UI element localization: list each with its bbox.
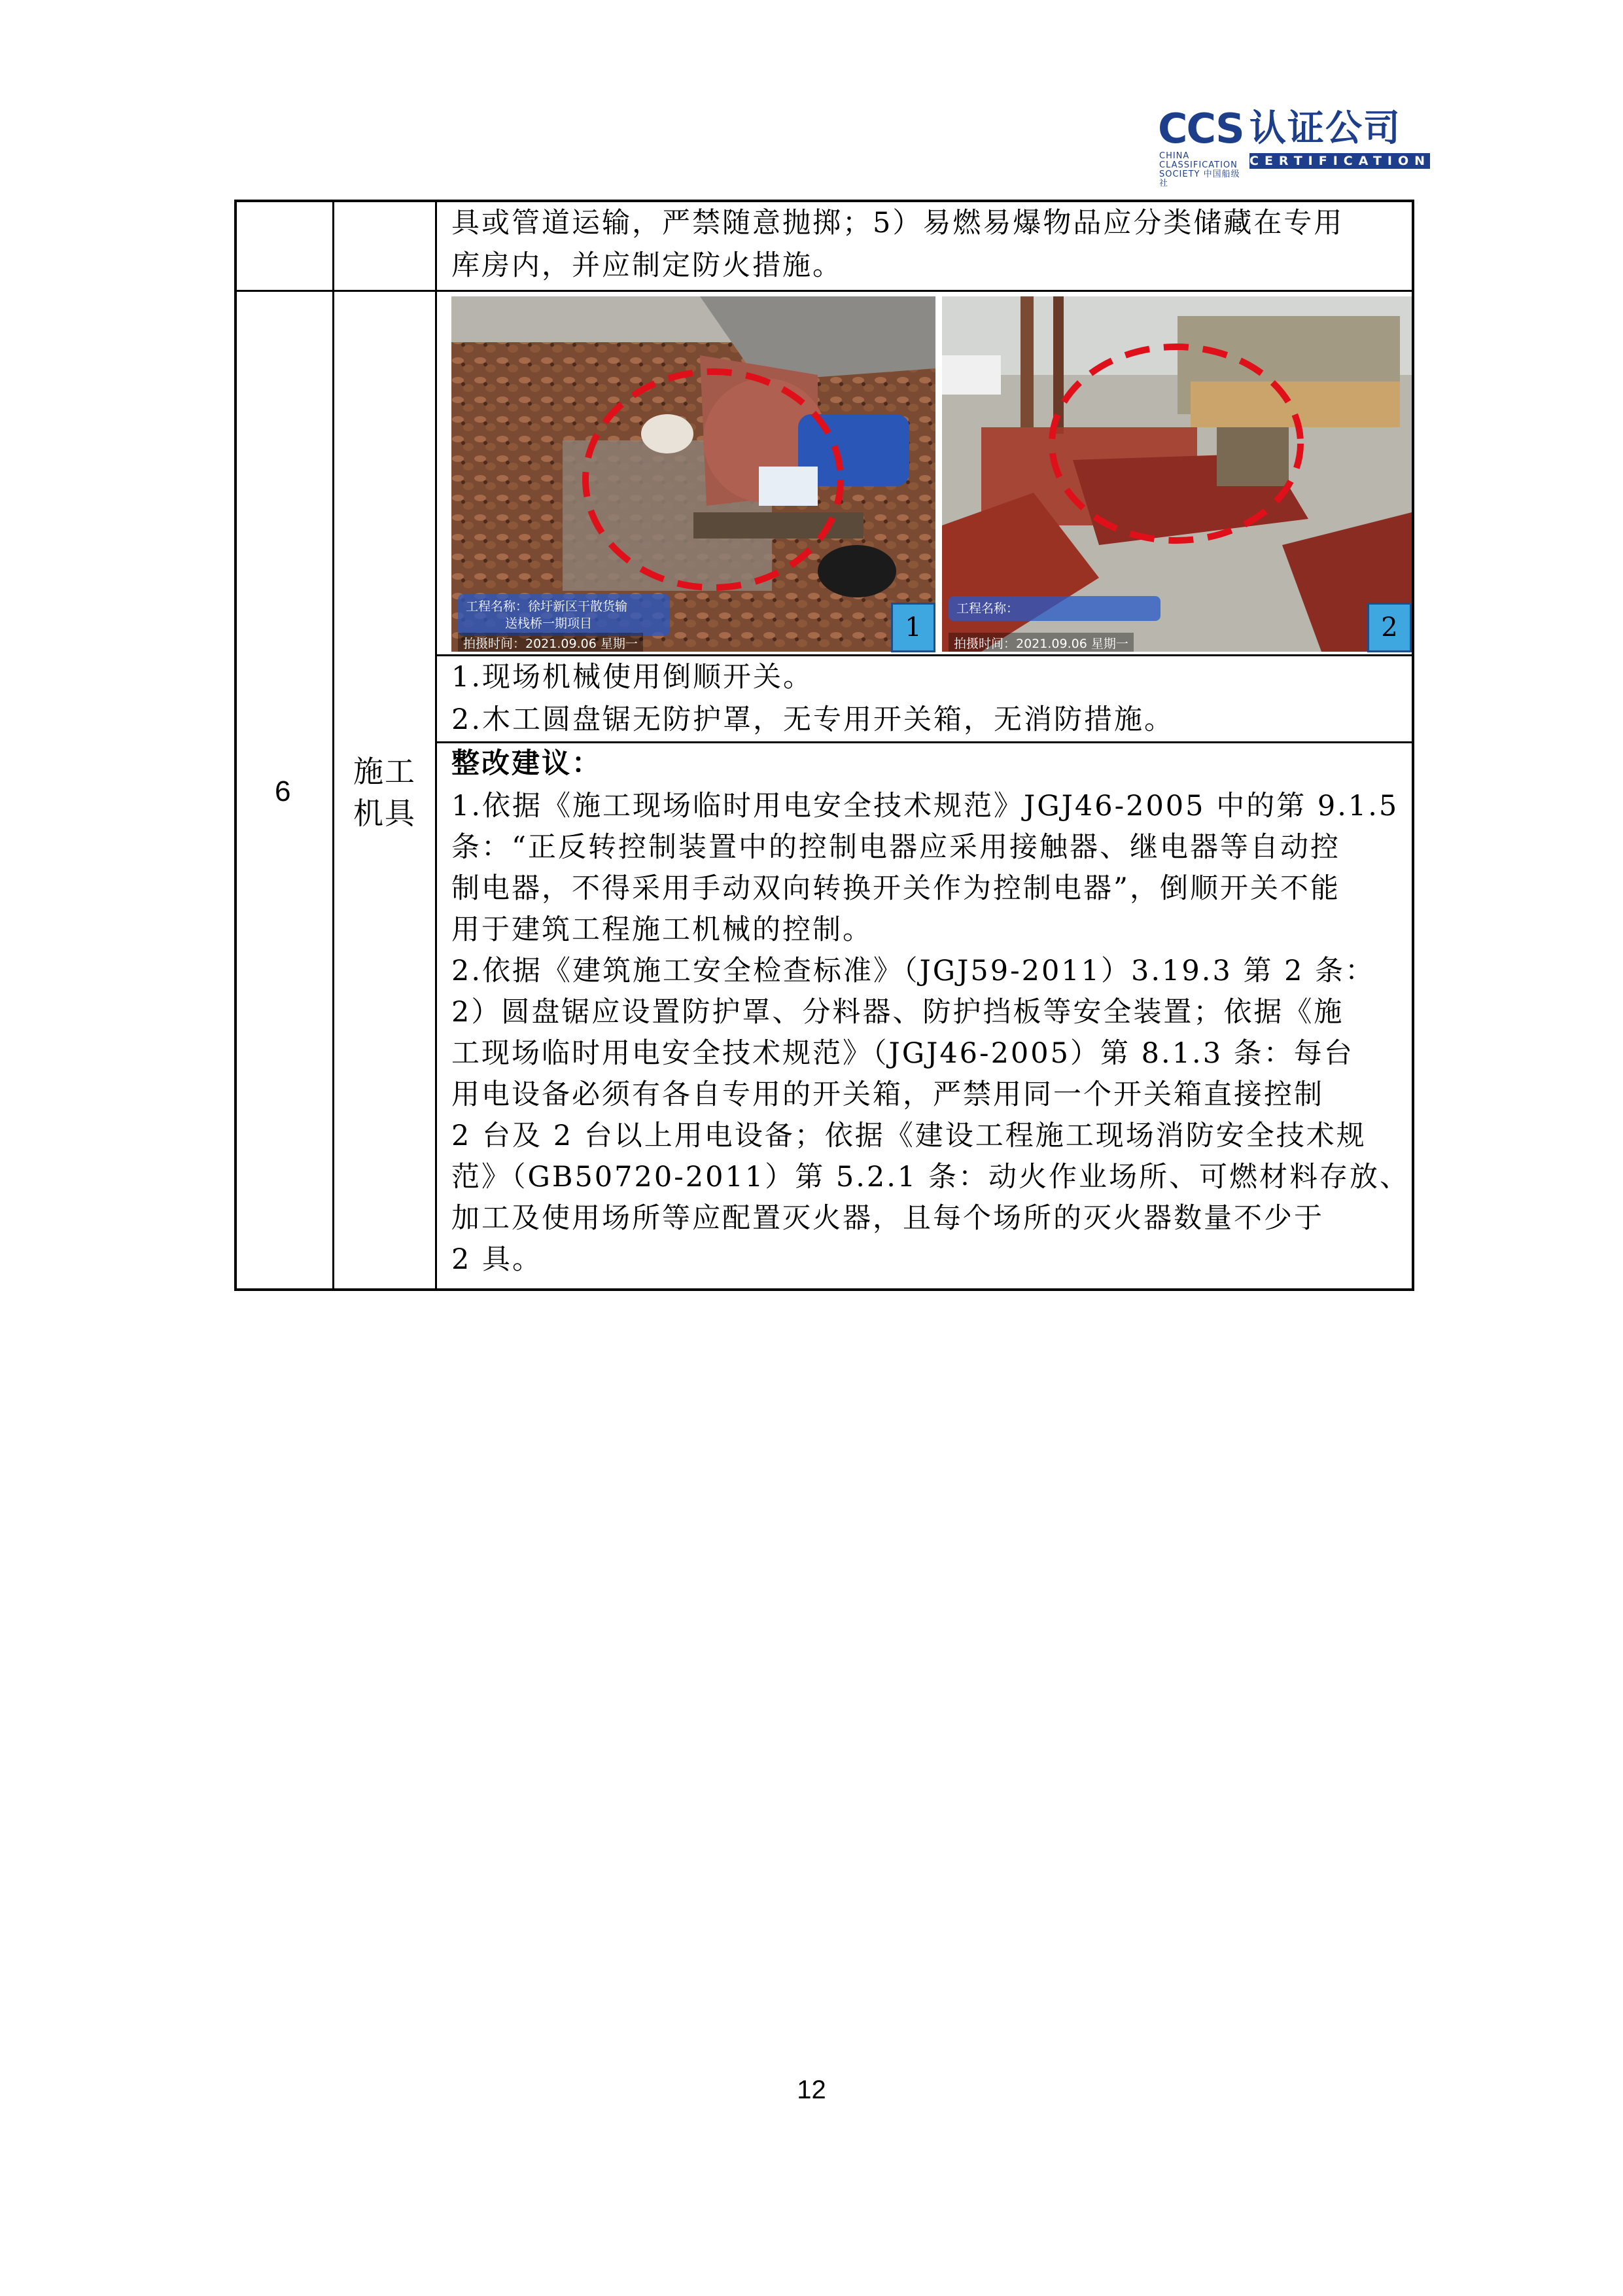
category-line-1: 施工 [353, 754, 416, 789]
issue-line-1: 1.现场机械使用倒顺开关。 [451, 661, 814, 694]
suggestion-line-6: 2）圆盘锯应设置防护罩、分料器、防护挡板等安全装置；依据《施 [451, 996, 1344, 1029]
photo-1-timestamp: 拍摄时间：2021.09.06 星期一 [458, 633, 643, 652]
suggestion-line-3: 制电器，不得采用手动双向转换开关作为控制电器”，倒顺开关不能 [451, 872, 1340, 905]
top-row-line-2: 库房内，并应制定防火措施。 [451, 249, 843, 282]
page-number: 12 [797, 2075, 826, 2104]
logo-cn-text: 认证公司 [1249, 107, 1401, 150]
logo-certification-bar: CERTIFICATION [1249, 154, 1431, 168]
site-photo-2 [942, 296, 1412, 652]
row-number: 6 [275, 775, 291, 807]
photo-2-watermark [949, 596, 1161, 621]
col-divider-2 [435, 200, 437, 1291]
site-photo-1 [451, 296, 935, 652]
suggestion-line-4: 用于建筑工程施工机械的控制。 [451, 913, 873, 946]
photo-2-timestamp: 拍摄时间：2021.09.06 星期一 [949, 633, 1134, 652]
category-line-2: 机具 [353, 796, 416, 831]
suggestion-line-12: 2 具。 [451, 1243, 543, 1276]
photo-1-watermark [458, 594, 670, 636]
photo-1-label: 1 [891, 603, 935, 652]
table-border-bottom [234, 1288, 1414, 1291]
suggestion-line-10: 范》（GB50720-2011）第 5.2.1 条：动火作业场所、可燃材料存放、 [451, 1161, 1410, 1193]
issue-line-2: 2.木工圆盘锯无防护罩，无专用开关箱，无消防措施。 [451, 703, 1175, 736]
suggestion-line-9: 2 台及 2 台以上用电设备；依据《建设工程施工现场消防安全技术规 [451, 1120, 1367, 1152]
suggestion-line-11: 加工及使用场所等应配置灭火器，且每个场所的灭火器数量不少于 [451, 1202, 1324, 1235]
top-row-line-1: 具或管道运输，严禁随意抛掷；5）易燃易爆物品应分类储藏在专用 [451, 207, 1344, 239]
photo-1-watermark-title-2: 送栈桥一期项目 [505, 616, 593, 631]
suggestion-line-7: 工现场临时用电安全技术规范》（JGJ46-2005）第 8.1.3 条：每台 [451, 1037, 1354, 1070]
suggestion-line-8: 用电设备必须有各自专用的开关箱，严禁用同一个开关箱直接控制 [451, 1078, 1324, 1111]
row-divider-top [234, 290, 1414, 292]
photo-1-watermark-title: 工程名称：徐圩新区干散货输 [466, 599, 628, 614]
inspection-table [234, 200, 1414, 1291]
logo-ccs-text: CCS [1158, 105, 1244, 152]
ccs-certification-logo [1158, 105, 1433, 188]
col-divider-1 [332, 200, 334, 1291]
table-border-right [1412, 200, 1414, 1291]
suggestion-line-5: 2.依据《建筑施工安全检查标准》（JGJ59-2011）3.19.3 第 2 条： [451, 955, 1376, 987]
logo-small-text: CHINA CLASSIFICATION SOCIETY 中国船级社 [1159, 151, 1240, 188]
suggestion-line-2: 条：“正反转控制装置中的控制电器应采用接触器、继电器等自动控 [451, 831, 1340, 864]
suggestion-title: 整改建议： [451, 747, 602, 780]
suggestion-line-1: 1.依据《施工现场临时用电安全技术规范》JGJ46-2005 中的第 9.1.5 [451, 790, 1399, 822]
photo-2-watermark-title: 工程名称： [956, 601, 1019, 616]
table-border-left [234, 200, 237, 1291]
photo-2-label: 2 [1367, 603, 1412, 652]
